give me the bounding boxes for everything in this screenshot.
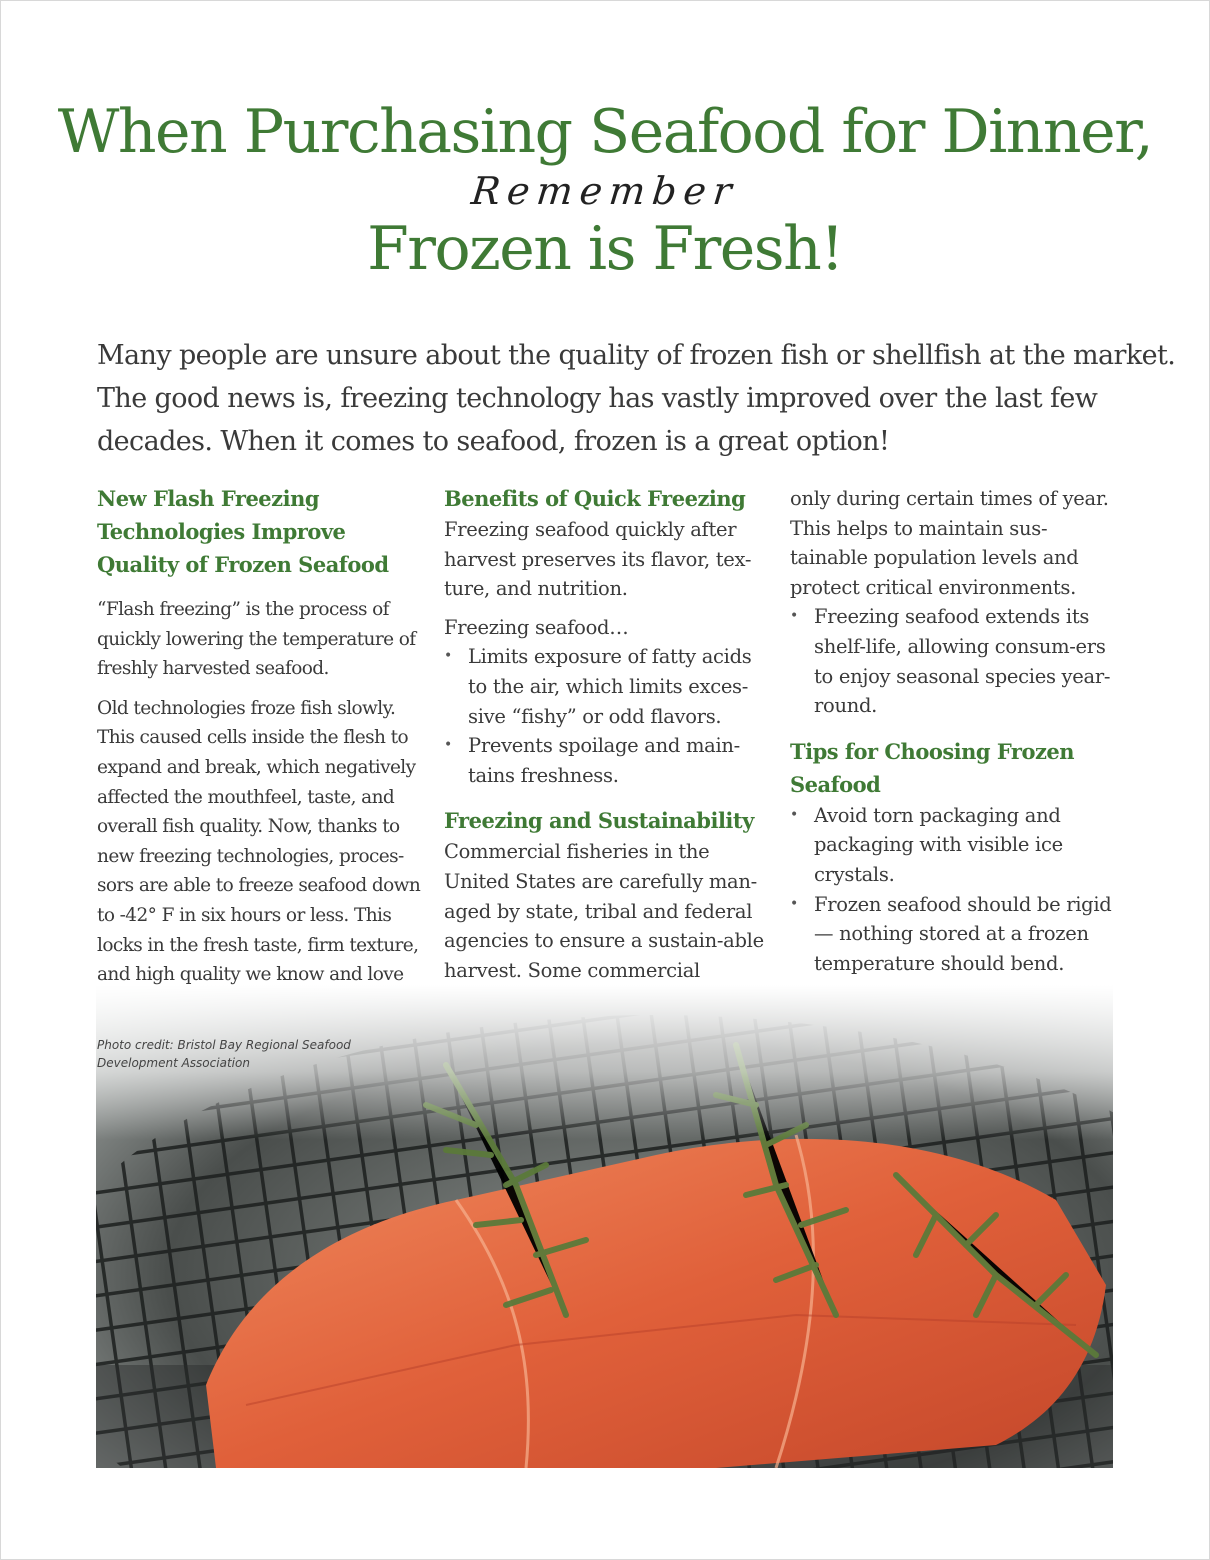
intro-paragraph — [97, 334, 1176, 463]
tips-list — [790, 801, 1115, 979]
photo-credit-line: Photo credit: Bristol Bay Regional Seafood — [97, 1038, 351, 1052]
bullet-icon: • — [444, 737, 452, 754]
freezing-benefits-list — [444, 642, 769, 790]
shelf-life-list — [790, 602, 1115, 720]
tips-heading: Tips for Choosing Frozen Seafood — [790, 738, 1075, 797]
quick-freezing-heading: Benefits of Quick Freezing — [444, 486, 746, 511]
quick-freezing-paragraph: Freezing seafood quickly after harvest preserves its flavor, tex-ture, and nutrition. — [444, 518, 752, 601]
column-quick-freezing — [444, 482, 769, 1015]
photo-credit-line: Development Association — [97, 1056, 250, 1070]
list-item: • Frozen seafood should be rigid — nothing stored at a frozen temperature should bend. — [790, 890, 1115, 979]
old-technologies-paragraph: Old technologies froze fish slowly. This caused cells inside the flesh to expand and break, which negatively affected the mouthfeel, taste, and overall fish quality. Now, thanks to new freezing technologies, proces-sors are able to freeze seafood down to -42° F in six hours or less. This locks in the fresh taste, firm texture, and high quality we know and love — [97, 697, 421, 986]
intro-line: The good news is, freezing technology has vastly improved over the last few — [97, 383, 1098, 414]
photo-credit — [97, 1036, 397, 1072]
intro-line: Many people are unsure about the quality of frozen fish or shellfish at the market. — [97, 340, 1176, 371]
sustainability-paragraph: Commercial fisheries in the United States are carefully man-aged by state, tribal and federal agencies to ensure a sustain-able harvest. Some commercial — [444, 840, 764, 982]
sustainability-heading: Freezing and Sustainability — [444, 808, 754, 834]
bullet-icon: • — [790, 608, 798, 625]
bullet-icon: • — [790, 806, 798, 823]
list-item: • Avoid torn packaging and packaging with visible ice crystals. — [790, 801, 1115, 890]
title-block — [0, 92, 1210, 284]
intro-line: decades. When it comes to seafood, frozen is a great option! — [97, 426, 890, 457]
bullet-icon: • — [790, 895, 798, 912]
list-item: • Prevents spoilage and main-tains freshness. — [444, 731, 769, 790]
title-script: Remember — [469, 169, 741, 213]
sustainability-continued: only during certain times of year. This helps to maintain sus-tainable population levels and protect critical environments. — [790, 487, 1109, 599]
list-item: • Limits exposure of fatty acids to the air, which limits exces-sive “fishy” or odd flavors. — [444, 642, 769, 731]
title-main: When Purchasing Seafood for Dinner, — [57, 97, 1153, 167]
flash-freezing-heading: New Flash Freezing Technologies Improve Quality of Frozen Seafood — [97, 486, 389, 577]
list-item: • Freezing seafood extends its shelf-life, allowing consum-ers to enjoy seasonal species year-round. — [790, 602, 1115, 720]
title-subtitle: Frozen is Fresh! — [367, 214, 843, 284]
column-tips — [790, 484, 1115, 978]
flash-freezing-definition: “Flash freezing” is the process of quickly lowering the temperature of freshly harvested seafood. — [97, 599, 416, 680]
bullet-icon: • — [444, 648, 452, 665]
column-flash-freezing — [97, 482, 425, 1019]
freezing-lead: Freezing seafood… — [444, 615, 629, 639]
